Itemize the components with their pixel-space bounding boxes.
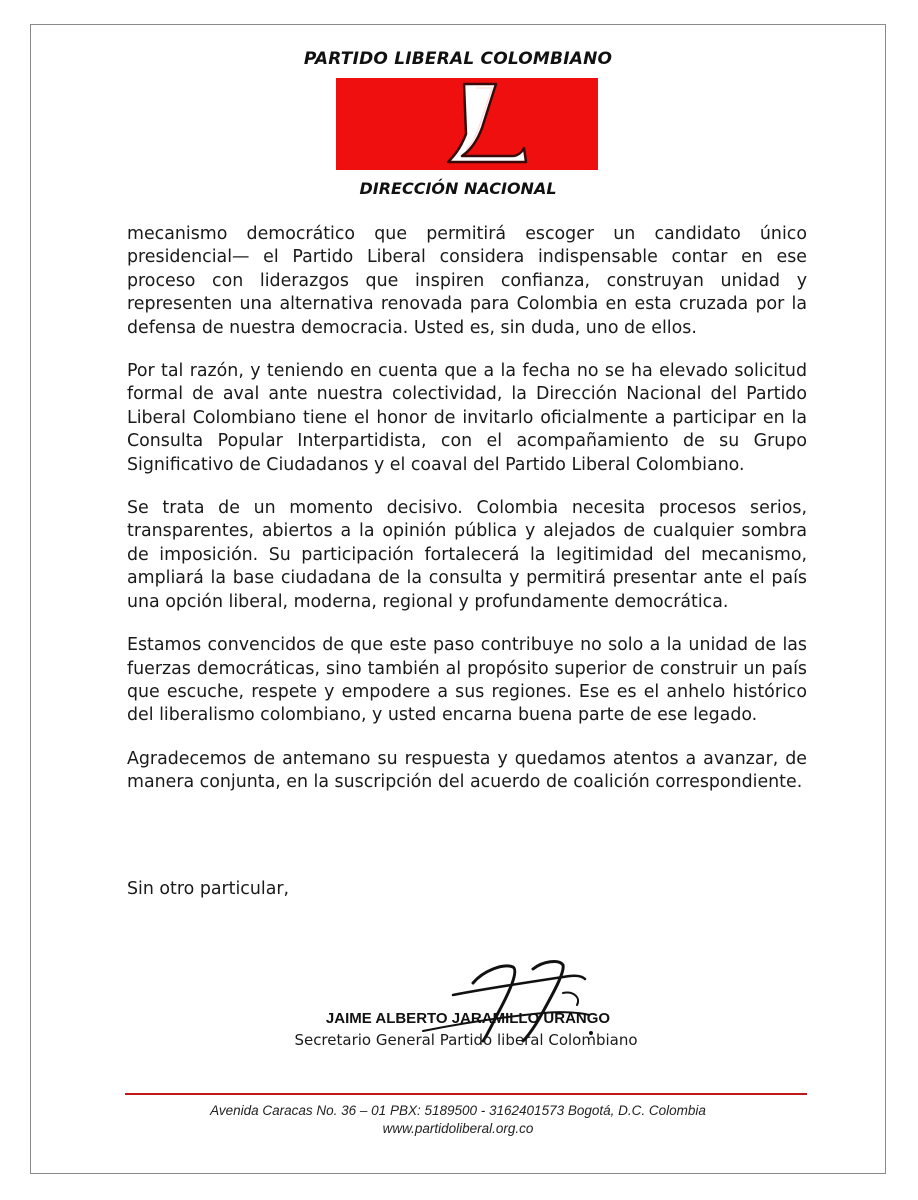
signer-name: JAIME ALBERTO JARAMILLO URANGO (325, 1010, 611, 1027)
footer-divider (125, 1093, 807, 1095)
paragraph-5: Agradecemos de antemano su respuesta y quedamos atentos a avanzar, de manera conjunta, en la suscripción del acuerdo de coalición correspondiente. (127, 748, 807, 793)
liberal-l-logo-icon (336, 78, 598, 170)
party-logo (336, 78, 598, 170)
paragraph-4: Estamos convencidos de que este paso contribuye no solo a la unidad de las fuerzas democráticas, sino también al propósito superior de construir un país que escuche, respete y empodere a sus regiones. Ese es el anhelo histórico del liberalismo colombiano, y usted encarna buena parte de ese legado. (127, 635, 807, 726)
footer-address: Avenida Caracas No. 36 – 01 PBX: 5189500 - 3162401573 Bogotá, D.C. Colombia (210, 1103, 706, 1118)
direction-heading: DIRECCIÓN NACIONAL (359, 179, 557, 198)
letter-page (30, 24, 886, 1174)
footer-website: www.partidoliberal.org.co (382, 1121, 534, 1136)
paragraph-1: mecanismo democrático que permitirá escoger un candidato único presidencial— el Partido Liberal considera indispensable contar en ese proceso con liderazgos que inspiren confianza, construyan unidad y representen una alternativa renovada para Colombia en esta cruzada por la defensa de nuestra democracia. Usted es, sin duda, uno de ellos. (127, 224, 807, 338)
paragraph-3: Se trata de un momento decisivo. Colombia necesita procesos serios, transparentes, abiertos a la opinión pública y alejados de cualquier sombra de imposición. Su participación fortalecerá la legitimidad del mecanismo, ampliará la base ciudadana de la consulta y permitirá presentar ante el país una opción liberal, moderna, regional y profundamente democrática. (127, 498, 807, 612)
paragraph-2: Por tal razón, y teniendo en cuenta que a la fecha no se ha elevado solicitud formal de aval ante nuestra colectividad, la Dirección Nacional del Partido Liberal Colombiano tiene el honor de invitarlo oficialmente a participar en la Consulta Popular Interpartidista, con el acompañamiento de su Grupo Significativo de Ciudadanos y el coaval del Partido Liberal Colombiano. (127, 361, 807, 475)
closing-line: Sin otro particular, (127, 879, 290, 899)
party-name-heading: PARTIDO LIBERAL COLOMBIANO (303, 49, 613, 69)
letter-body (127, 223, 807, 815)
handwritten-signature (413, 953, 613, 1043)
signer-title: Secretario General Partido liberal Colombiano (294, 1031, 638, 1049)
